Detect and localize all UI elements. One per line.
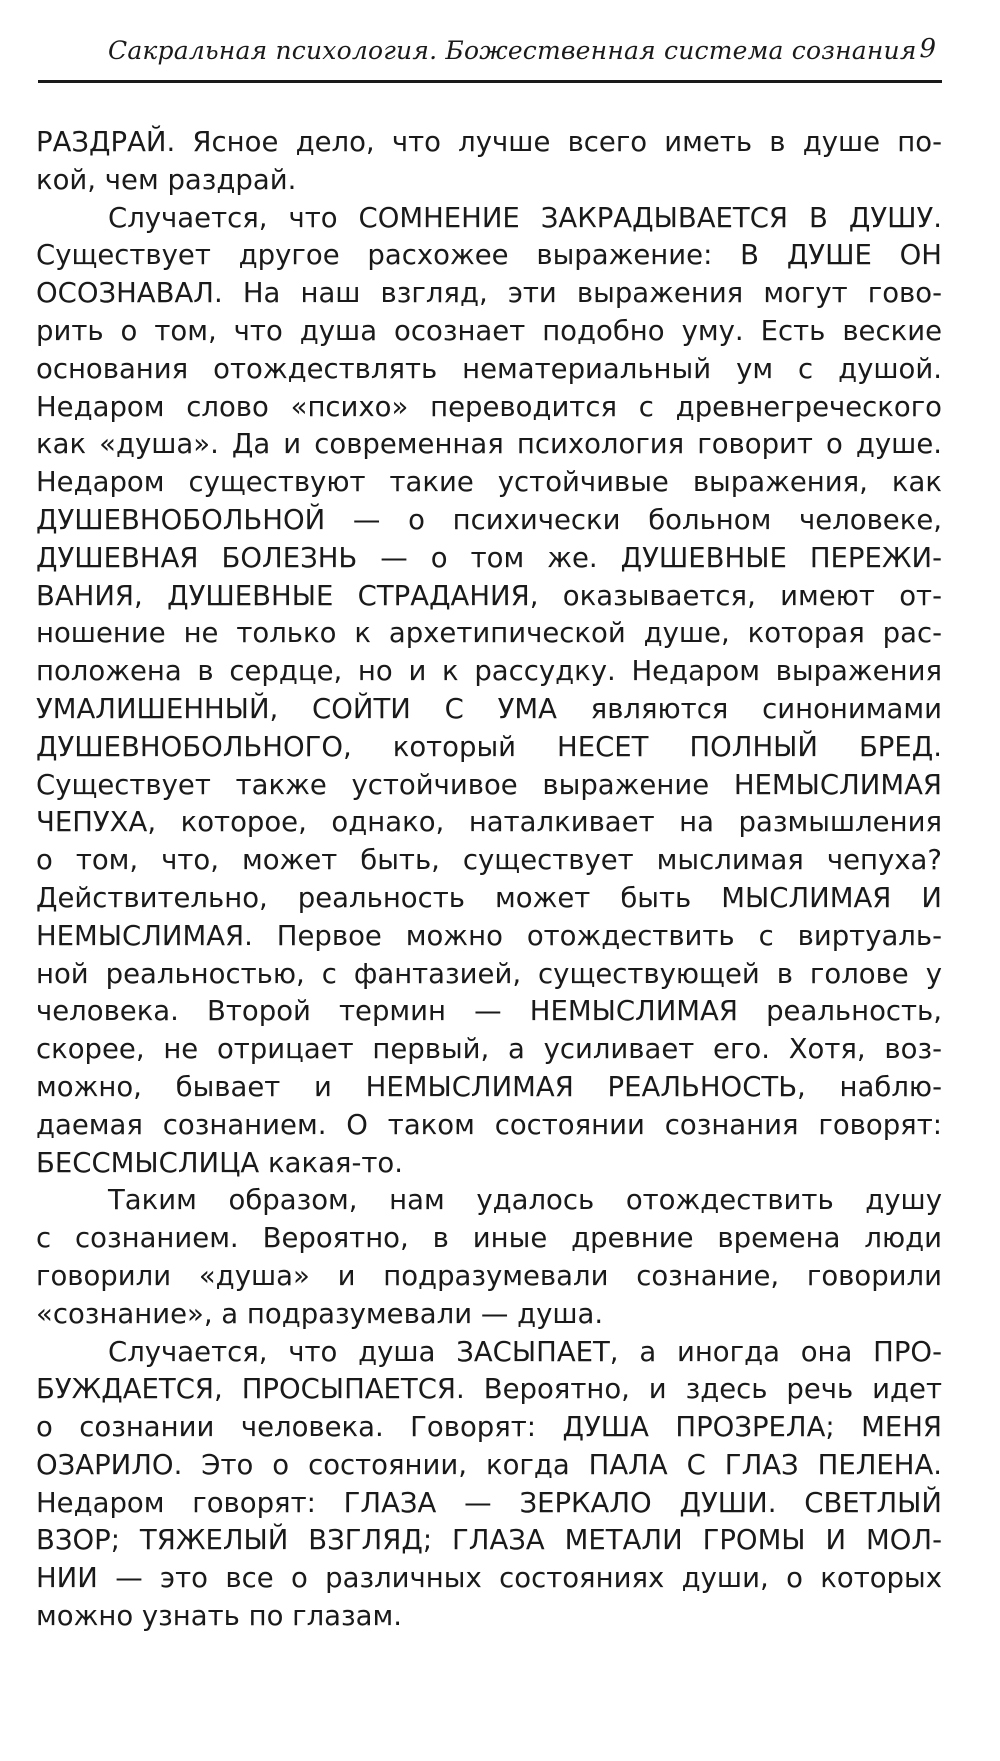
text-line: Недаром слово «психо» переводится с древнегреческого <box>36 390 942 423</box>
text-line: ношение не только к архетипической душе, которая рас- <box>36 617 942 650</box>
text-line: ДУШЕВНАЯ БОЛЕЗНЬ — о том же. ДУШЕВНЫЕ ПЕРЕЖИ- <box>36 541 942 574</box>
text-line: УМАЛИШЕННЫЙ, СОЙТИ С УМА являются синонимами <box>36 692 942 725</box>
text-line: Недаром существуют такие устойчивые выражения, как <box>36 466 942 499</box>
text-line: ДУШЕВНОБОЛЬНОЙ — о психически больном человеке, <box>36 503 942 536</box>
text-line: положена в сердце, но и к рассудку. Недаром выражения <box>36 655 942 688</box>
text-line: Существует другое расхожее выражение: В ДУШЕ ОН <box>36 239 942 272</box>
text-line: основания отождествлять нематериальный ум с душой. <box>36 352 942 385</box>
text-line: ДУШЕВНОБОЛЬНОГО, который НЕСЕТ ПОЛНЫЙ БРЕД. <box>36 730 942 763</box>
text-line: можно узнать по глазам. <box>36 1600 402 1633</box>
page-number: 9 <box>919 34 936 64</box>
text-line: даемая сознанием. О таком состоянии сознания говорят: <box>36 1108 942 1141</box>
text-line: НИИ — это все о различных состояниях души, о которых <box>36 1562 942 1595</box>
text-line: ВАНИЯ, ДУШЕВНЫЕ СТРАДАНИЯ, оказывается, имеют от- <box>36 579 942 612</box>
text-line: о том, что, может быть, существует мыслимая чепуха? <box>36 844 942 877</box>
text-line: человека. Второй термин — НЕМЫСЛИМАЯ реальность, <box>36 995 942 1028</box>
text-line: НЕМЫСЛИМАЯ. Первое можно отождествить с виртуаль- <box>36 919 942 952</box>
text-line: БЕССМЫСЛИЦА какая-то. <box>36 1146 403 1179</box>
text-line: ОЗАРИЛО. Это о состоянии, когда ПАЛА С ГЛАЗ ПЕЛЕНА. <box>36 1448 942 1481</box>
text-line: кой, чем раздрай. <box>36 163 297 196</box>
text-line: с сознанием. Вероятно, в иные древние времена люди <box>36 1222 942 1255</box>
text-line: Случается, что СОМНЕНИЕ ЗАКРАДЫВАЕТСЯ В ДУШУ. <box>108 201 942 234</box>
text-line: ЧЕПУХА, которое, однако, наталкивает на размышления <box>36 806 942 839</box>
text-line: БУЖДАЕТСЯ, ПРОСЫПАЕТСЯ. Вероятно, и здесь речь идет <box>36 1373 942 1406</box>
text-line: «сознание», а подразумевали — душа. <box>36 1297 604 1330</box>
body-text <box>36 124 942 1636</box>
text-line: скорее, не отрицает первый, а усиливает его. Хотя, воз- <box>36 1033 942 1066</box>
text-line: говорили «душа» и подразумевали сознание, говорили <box>36 1259 942 1292</box>
text-line: РАЗДРАЙ. Ясное дело, что лучше всего иметь в душе по- <box>36 126 942 158</box>
text-line: Действительно, реальность может быть МЫСЛИМАЯ И <box>36 881 942 914</box>
text-line: ОСОЗНАВАЛ. На наш взгляд, эти выражения могут гово- <box>36 277 942 310</box>
text-line: о сознании человека. Говорят: ДУША ПРОЗРЕЛА; МЕНЯ <box>36 1411 942 1444</box>
text-line: как «душа». Да и современная психология говорит о душе. <box>36 428 942 461</box>
text-line: ВЗОР; ТЯЖЕЛЫЙ ВЗГЛЯД; ГЛАЗА МЕТАЛИ ГРОМЫ И МОЛ- <box>36 1524 942 1557</box>
text-line: можно, бывает и НЕМЫСЛИМАЯ РЕАЛЬНОСТЬ, наблю- <box>36 1070 942 1103</box>
text-line: ной реальностью, с фантазией, существующей в голове у <box>36 957 942 990</box>
text-line: Случается, что душа ЗАСЫПАЕТ, а иногда она ПРО- <box>108 1335 942 1368</box>
text-line: Таким образом, нам удалось отождествить душу <box>108 1184 942 1217</box>
running-title: Сакральная психология. Божественная система сознания <box>108 36 917 65</box>
running-head <box>38 30 942 83</box>
text-line: Недаром говорят: ГЛАЗА — ЗЕРКАЛО ДУШИ. СВЕТЛЫЙ <box>36 1486 942 1519</box>
text-line: Существует также устойчивое выражение НЕМЫСЛИМАЯ <box>36 768 942 801</box>
text-line: рить о том, что душа осознает подобно уму. Есть веские <box>36 314 942 347</box>
